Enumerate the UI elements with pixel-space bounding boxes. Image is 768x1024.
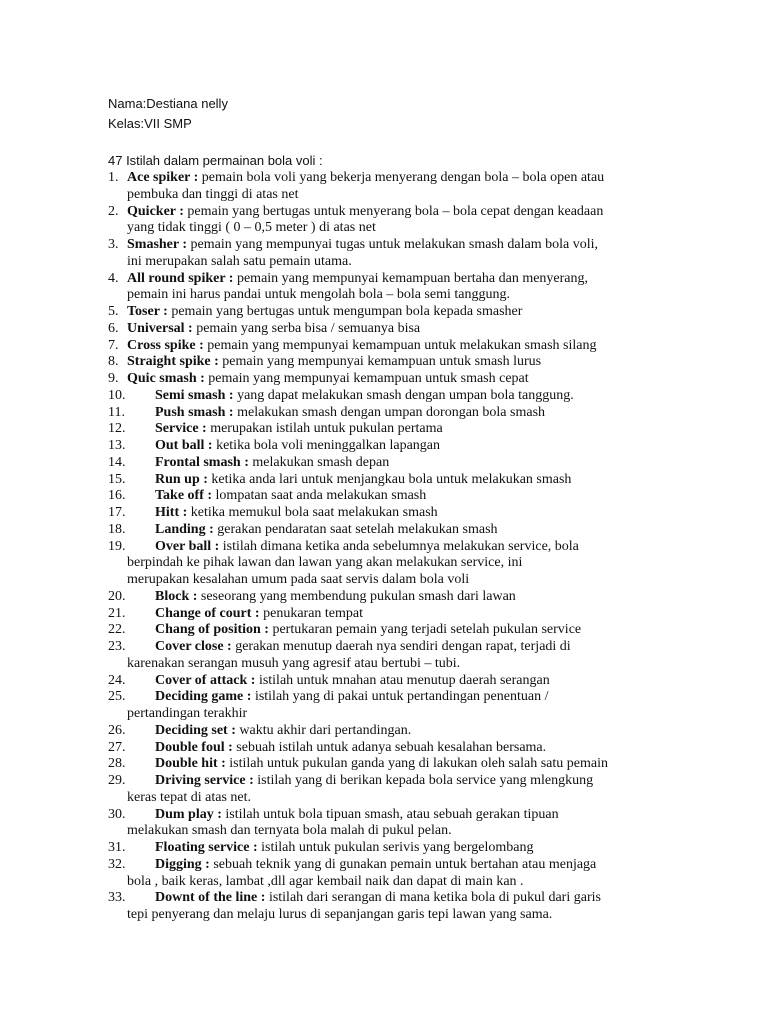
item-continuation: pemain ini harus pandai untuk mengolah bola – bola semi tanggung.: [127, 287, 510, 303]
item-first-line: [127, 204, 668, 221]
item-number: 6.: [108, 320, 119, 336]
item-definition: ketika memukul bola saat melakukan smash: [187, 505, 438, 520]
item-definition: penukaran tempat: [259, 605, 364, 621]
item-definition: pertukaran pemain yang terjadi setelah pukulan service: [268, 622, 582, 638]
item-term: Out ball :: [155, 438, 213, 453]
item-definition: pemain yang bertugas untuk mengumpan bola kepada smasher: [167, 304, 523, 319]
item-first-line: [127, 170, 668, 187]
item-body: [155, 606, 668, 623]
list-item: [108, 589, 668, 606]
item-continuation: pertandingan terakhir: [127, 706, 248, 721]
item-first-line: [155, 723, 668, 740]
list-item: [108, 338, 668, 355]
item-term: Cover close :: [155, 639, 232, 654]
item-number: 23.: [108, 639, 126, 654]
item-continuation: berpindah ke pihak lawan dan lawan yang akan melakukan service, ini: [127, 555, 523, 571]
item-term: Landing :: [155, 521, 214, 537]
item-first-line: [155, 522, 668, 539]
item-body: [155, 455, 668, 472]
item-definition: istilah untuk pukulan ganda yang di lakukan oleh salah satu pemain: [225, 756, 608, 772]
item-term: Frontal smash :: [155, 454, 249, 470]
list-item: [108, 890, 668, 924]
item-term: Run up :: [155, 471, 208, 487]
item-number: 14.: [108, 454, 126, 470]
item-body: [127, 806, 668, 841]
item-body: [155, 405, 668, 422]
item-term: Driving service :: [155, 773, 254, 788]
item-number: 12.: [108, 421, 126, 437]
list-item: [108, 304, 668, 321]
list-item: [108, 740, 668, 757]
item-body: [155, 622, 668, 639]
list-item: [108, 840, 668, 857]
item-first-line: [155, 756, 668, 773]
item-body: [127, 371, 668, 388]
list-item: [108, 689, 668, 723]
student-name: Nama:Destiana nelly: [108, 96, 228, 111]
item-first-line: [127, 354, 668, 371]
item-term: Deciding game :: [155, 689, 252, 705]
item-number: 18.: [108, 521, 126, 537]
list-item: [108, 321, 668, 338]
item-body: [127, 271, 668, 305]
item-term: Digging :: [155, 856, 210, 872]
item-definition: melakukan smash depan: [248, 454, 390, 470]
list-item: [108, 170, 668, 204]
item-continuation: karenakan serangan musuh yang agresif atau bertubi – tubi.: [127, 655, 461, 671]
item-number: 22.: [108, 622, 126, 638]
item-definition: istilah untuk bola tipuan smash, atau sebuah gerakan tipuan: [221, 806, 559, 822]
item-term: Ace spiker :: [127, 170, 199, 185]
item-term: Block :: [155, 588, 198, 604]
item-number: 13.: [108, 438, 126, 453]
item-definition: gerakan menutup daerah nya sendiri dengan rapat, terjadi di: [231, 639, 571, 654]
item-term: Deciding set :: [155, 722, 236, 738]
item-body: [155, 488, 668, 505]
item-definition: istilah yang di pakai untuk pertandingan penentuan /: [251, 689, 549, 705]
item-number: 11.: [108, 404, 125, 420]
item-first-line: [155, 673, 668, 690]
item-definition: pemain yang bertugas untuk menyerang bola – bola cepat dengan keadaan: [183, 203, 604, 219]
item-number: 24.: [108, 672, 126, 688]
item-term: Over ball :: [155, 538, 220, 554]
list-item: [108, 756, 668, 773]
item-term: Cover of attack :: [155, 672, 256, 688]
list-item: [108, 673, 668, 690]
item-first-line: [155, 773, 668, 790]
item-definition: pemain yang mempunyai kemampuan untuk melakukan smash silang: [203, 337, 597, 353]
item-body: [127, 773, 668, 807]
item-number: 9.: [108, 371, 119, 386]
list-intro: 47 Istilah dalam permainan bola voli :: [108, 153, 323, 168]
item-continuation: melakukan smash dan ternyata bola malah di pukul pelan.: [127, 823, 452, 839]
item-term: Straight spike :: [127, 354, 219, 370]
item-number: 1.: [108, 170, 119, 185]
item-body: [155, 756, 668, 773]
item-definition: pemain yang serba bisa / semuanya bisa: [192, 320, 421, 336]
item-first-line: [155, 639, 668, 656]
list-item: [108, 639, 668, 673]
item-term: Push smash :: [155, 404, 234, 420]
item-term: Quicker :: [127, 203, 184, 219]
item-number: 10.: [108, 387, 126, 403]
item-term: Hitt :: [155, 505, 188, 520]
item-first-line: [155, 840, 668, 857]
item-number: 25.: [108, 689, 126, 705]
item-first-line: [155, 689, 668, 706]
item-number: 15.: [108, 471, 126, 487]
item-first-line: [155, 539, 668, 556]
item-continuation: bola , baik keras, lambat ,dll agar kembail naik dan dapat di main kan .: [127, 873, 524, 889]
item-term: Smasher :: [127, 237, 188, 252]
item-definition: pemain yang mempunyai tugas untuk melakukan smash dalam bola voli,: [187, 237, 599, 252]
item-first-line: [155, 622, 668, 639]
item-number: 20.: [108, 588, 126, 604]
item-number: 5.: [108, 304, 119, 319]
item-term: Service :: [155, 421, 207, 437]
item-term: Change of court :: [155, 605, 260, 621]
item-body: [155, 840, 668, 857]
item-body: [155, 505, 668, 522]
list-item: [108, 388, 668, 405]
list-item: [108, 857, 668, 891]
item-term: Chang of position :: [155, 622, 269, 638]
list-item: [108, 472, 668, 489]
item-definition: istilah dimana ketika anda sebelumnya melakukan service, bola: [219, 538, 579, 554]
item-definition: pemain yang mempunyai kemampuan bertaha dan menyerang,: [233, 270, 589, 286]
item-first-line: [127, 321, 668, 338]
item-number: 29.: [108, 773, 126, 788]
item-first-line: [155, 589, 668, 606]
item-first-line: [155, 740, 668, 757]
item-first-line: [155, 505, 668, 522]
term-list: [108, 170, 668, 924]
list-item: [108, 421, 668, 438]
item-number: 26.: [108, 722, 126, 738]
item-definition: ketika bola voli meninggalkan lapangan: [212, 438, 441, 453]
item-first-line: [127, 237, 668, 254]
list-item: [108, 723, 668, 740]
item-definition: istilah dari serangan di mana ketika bola di pukul dari garis: [265, 890, 601, 906]
item-number: 31.: [108, 840, 126, 855]
list-item: [108, 405, 668, 422]
list-item: [108, 773, 668, 807]
item-body: [155, 388, 668, 405]
item-definition: ketika anda lari untuk menjangkau bola untuk melakukan smash: [207, 471, 572, 487]
list-item: [108, 606, 668, 623]
list-item: [108, 622, 668, 639]
item-definition: yang dapat melakukan smash dengan umpan bola tanggung.: [233, 387, 574, 403]
item-body: [155, 589, 668, 606]
item-definition: pemain yang mempunyai kemampuan untuk smash lurus: [218, 354, 542, 370]
item-body: [127, 639, 668, 673]
item-term: Dum play :: [155, 806, 222, 822]
item-term: All round spiker :: [127, 270, 234, 286]
item-body: [127, 689, 668, 723]
list-item: [108, 204, 668, 238]
list-item: [108, 455, 668, 472]
list-item: [108, 354, 668, 371]
item-number: 21.: [108, 605, 126, 621]
item-definition: merupakan istilah untuk pukulan pertama: [206, 421, 443, 437]
item-body: [127, 338, 668, 355]
item-first-line: [155, 606, 668, 623]
item-number: 33.: [108, 890, 126, 906]
item-number: 7.: [108, 337, 119, 353]
item-definition: istilah untuk pukulan serivis yang bergelombang: [257, 840, 534, 855]
item-definition: sebuah teknik yang di gunakan pemain untuk bertahan atau menjaga: [209, 856, 597, 872]
list-item: [108, 271, 668, 305]
item-body: [127, 204, 668, 238]
item-body: [127, 538, 668, 589]
item-term: Take off :: [155, 488, 213, 504]
item-definition: pemain bola voli yang bekerja menyerang dengan bola – bola open atau: [198, 170, 605, 185]
item-first-line: [155, 857, 668, 874]
item-first-line: [155, 405, 668, 422]
item-definition: gerakan pendaratan saat setelah melakukan smash: [213, 521, 498, 537]
item-first-line: [127, 271, 668, 288]
item-body: [127, 237, 668, 271]
item-body: [155, 723, 668, 740]
item-continuation: yang tidak tinggi ( 0 – 0,5 meter ) di atas net: [127, 220, 376, 236]
item-term: Universal :: [127, 320, 193, 336]
list-item: [108, 522, 668, 539]
item-body: [155, 740, 668, 757]
item-body: [127, 354, 668, 371]
item-body: [127, 304, 668, 321]
item-term: Double foul :: [155, 739, 233, 755]
list-item: [108, 237, 668, 271]
item-number: 30.: [108, 806, 126, 822]
item-number: 32.: [108, 856, 126, 872]
item-body: [155, 522, 668, 539]
item-body: [155, 472, 668, 489]
item-continuation: tepi penyerang dan melaju lurus di sepanjangan garis tepi lawan yang sama.: [127, 907, 553, 922]
student-class: Kelas:VII SMP: [108, 116, 192, 131]
item-term: Toser :: [127, 304, 168, 319]
list-item: [108, 539, 668, 589]
item-definition: sebuah istilah untuk adanya sebuah kesalahan bersama.: [232, 739, 547, 755]
item-first-line: [127, 304, 668, 321]
item-number: 8.: [108, 354, 119, 370]
item-body: [155, 438, 668, 455]
item-definition: melakukan smash dengan umpan dorongan bola smash: [233, 404, 546, 420]
item-definition: istilah yang di berikan kepada bola service yang mlengkung: [253, 773, 594, 788]
item-term: Semi smash :: [155, 387, 234, 403]
item-first-line: [155, 438, 668, 455]
item-definition: istilah untuk mnahan atau menutup daerah serangan: [255, 672, 550, 688]
item-first-line: [155, 388, 668, 405]
item-continuation: keras tepat di atas net.: [127, 789, 252, 805]
item-number: 17.: [108, 505, 126, 520]
item-first-line: [127, 371, 668, 388]
item-continuation: merupakan kesalahan umum pada saat servis dalam bola voli: [127, 572, 470, 587]
item-first-line: [155, 455, 668, 472]
list-item: [108, 438, 668, 455]
list-item: [108, 807, 668, 841]
item-first-line: [155, 472, 668, 489]
item-term: Cross spike :: [127, 337, 204, 353]
item-number: 3.: [108, 237, 119, 252]
item-definition: seseorang yang membendung pukulan smash dari lawan: [197, 588, 516, 604]
item-continuation: ini merupakan salah satu pemain utama.: [127, 253, 352, 269]
item-first-line: [155, 488, 668, 505]
list-item: [108, 505, 668, 522]
item-first-line: [155, 890, 668, 907]
item-first-line: [155, 807, 668, 824]
item-continuation: pembuka dan tinggi di atas net: [127, 186, 299, 202]
item-body: [127, 170, 668, 204]
item-term: Quic smash :: [127, 371, 205, 386]
item-body: [155, 421, 668, 438]
item-term: Floating service :: [155, 840, 258, 855]
item-body: [155, 673, 668, 690]
item-number: 4.: [108, 270, 119, 286]
item-body: [127, 890, 668, 924]
item-definition: pemain yang mempunyai kemampuan untuk smash cepat: [204, 371, 529, 386]
item-first-line: [155, 421, 668, 438]
item-definition: lompatan saat anda melakukan smash: [212, 488, 427, 504]
item-first-line: [127, 338, 668, 355]
list-item: [108, 488, 668, 505]
item-body: [127, 321, 668, 338]
item-number: 28.: [108, 756, 126, 772]
item-number: 19.: [108, 538, 126, 554]
list-item: [108, 371, 668, 388]
item-term: Downt of the line :: [155, 890, 266, 906]
item-number: 16.: [108, 488, 126, 504]
item-number: 27.: [108, 739, 126, 755]
item-term: Double hit :: [155, 756, 226, 772]
item-body: [127, 856, 668, 891]
item-definition: waktu akhir dari pertandingan.: [235, 722, 412, 738]
item-number: 2.: [108, 203, 119, 219]
